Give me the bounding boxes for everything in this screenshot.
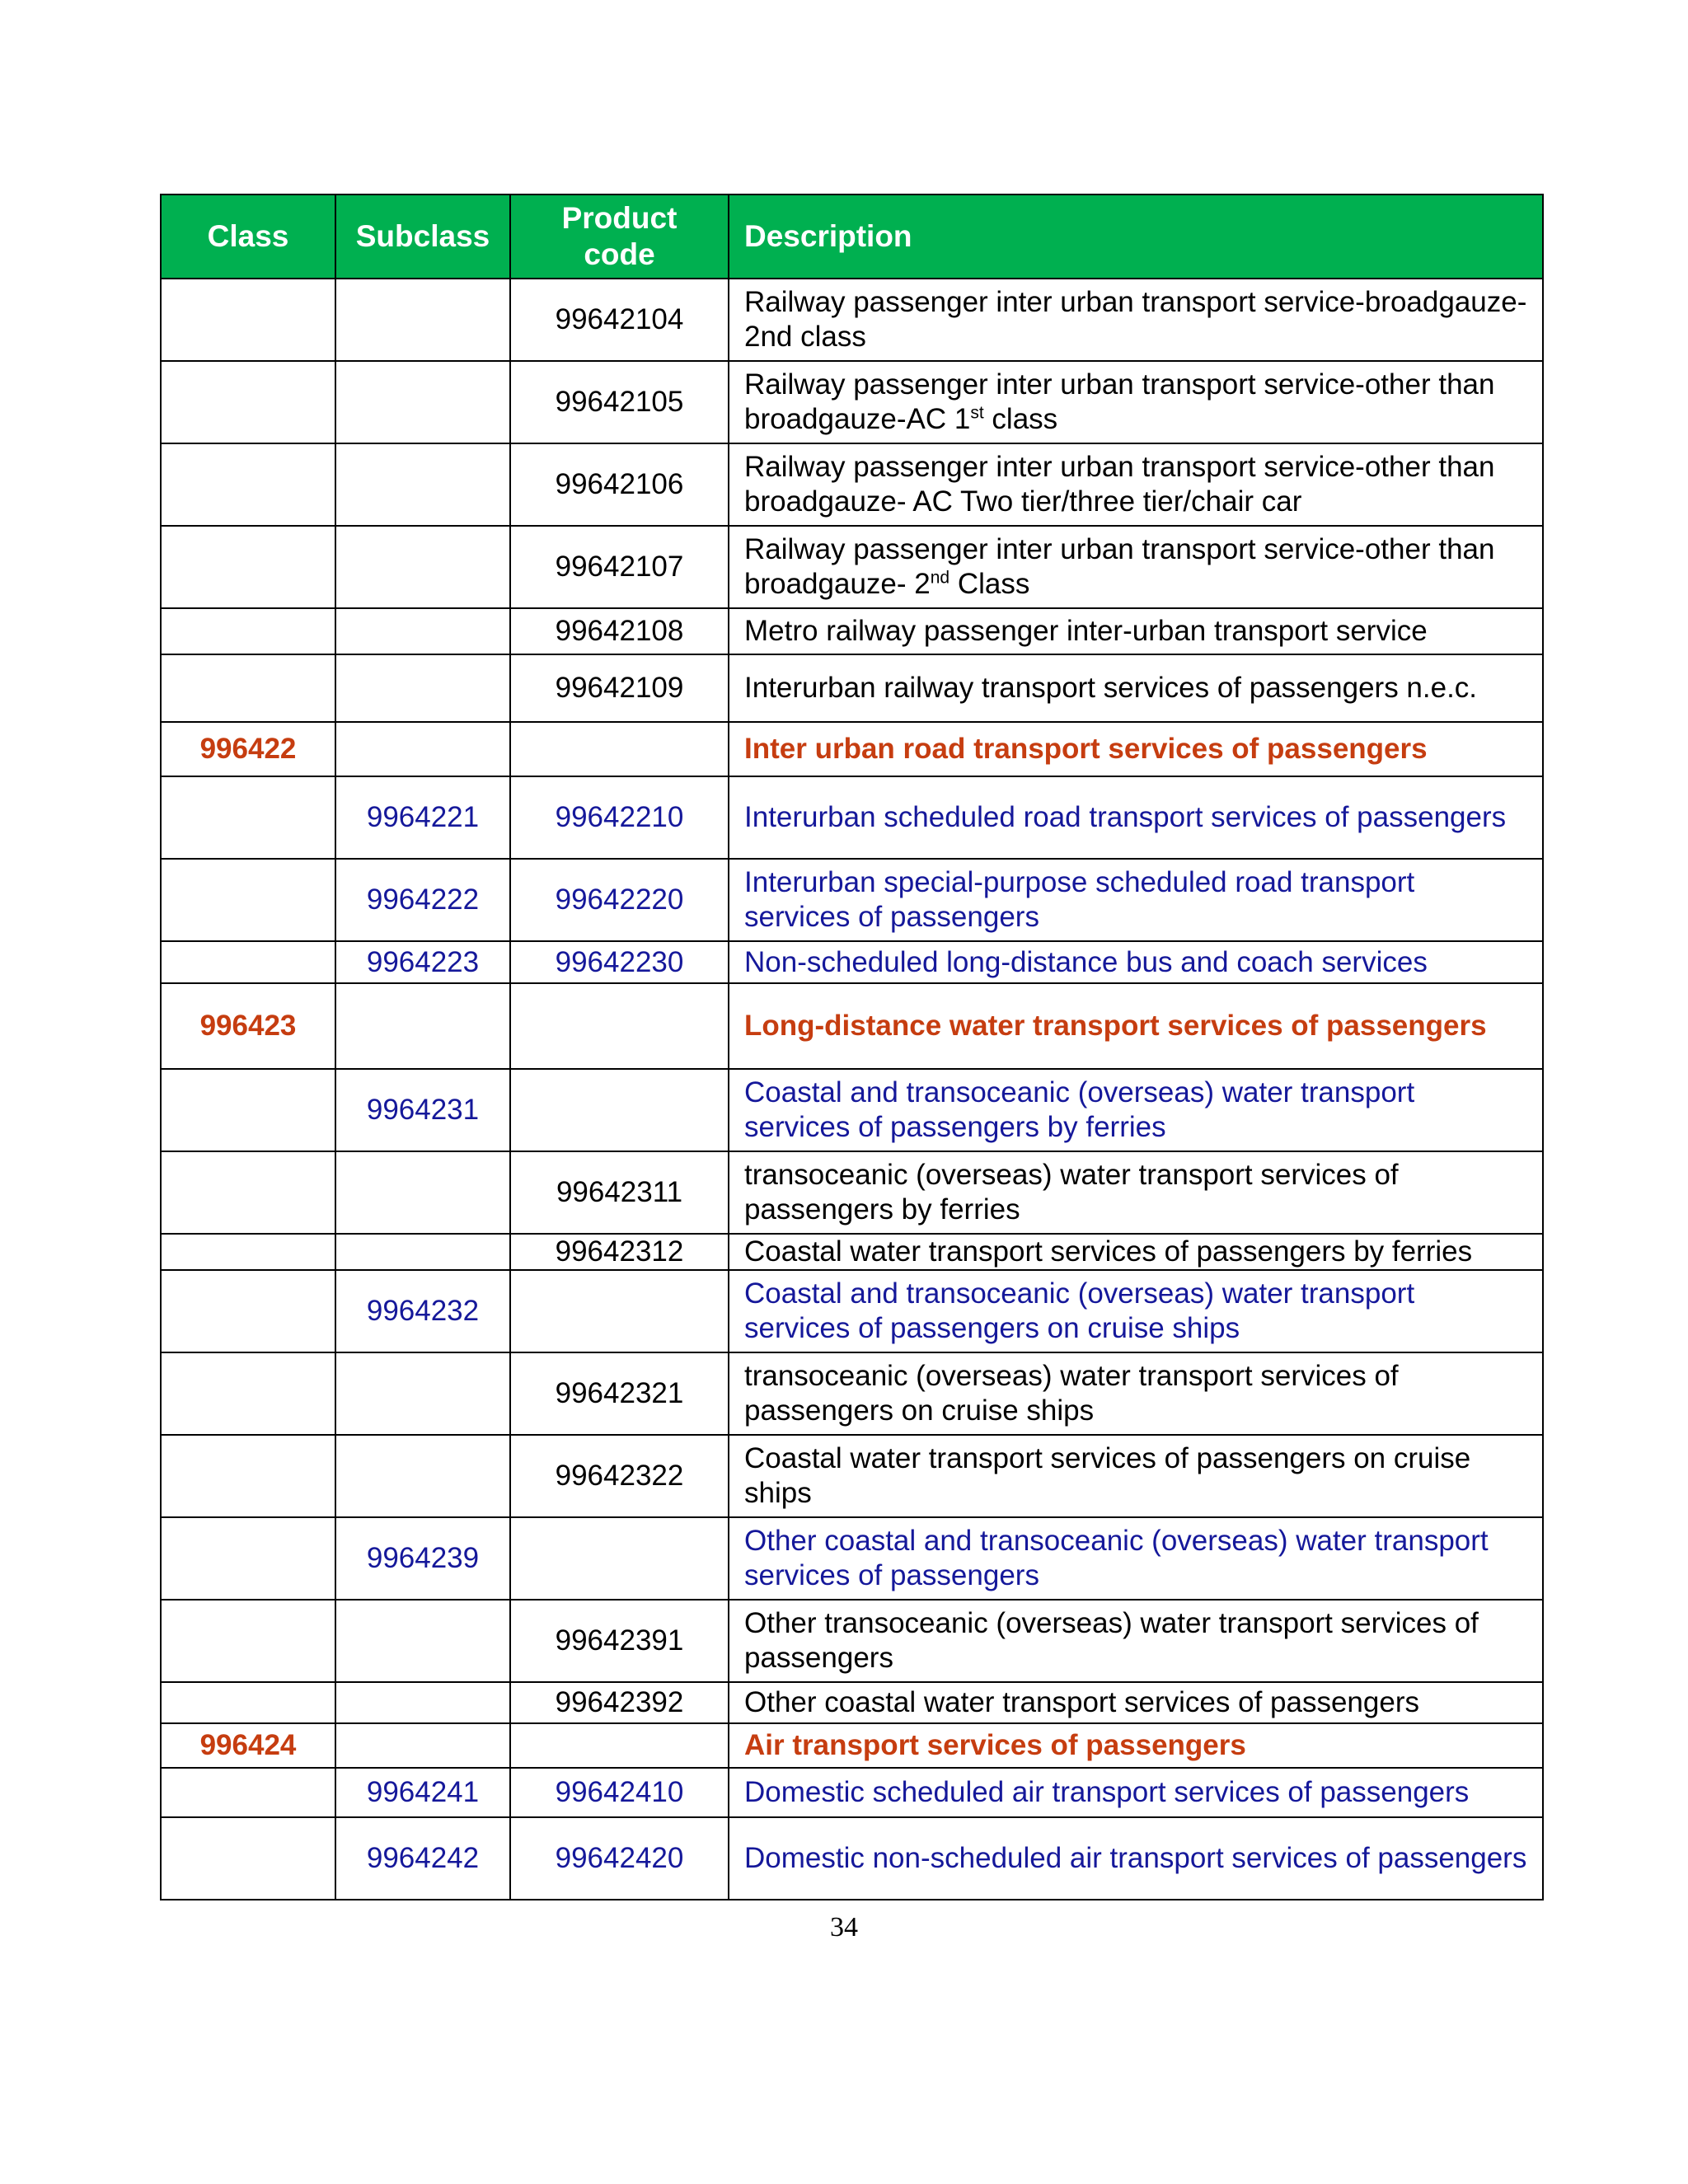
description-text: Railway passenger inter urban transport service-other than broadgauze-AC 1 bbox=[744, 368, 1495, 435]
table-row bbox=[161, 1817, 1543, 1900]
class-cell bbox=[161, 1435, 335, 1517]
table-row bbox=[161, 1234, 1543, 1270]
product-code-cell: 99642392 bbox=[510, 1682, 729, 1723]
subclass-cell bbox=[335, 279, 510, 361]
table-row bbox=[161, 1069, 1543, 1151]
table-row bbox=[161, 1517, 1543, 1600]
product-code-cell: 99642106 bbox=[510, 443, 729, 526]
product-code-cell: 99642108 bbox=[510, 608, 729, 654]
table-row bbox=[161, 983, 1543, 1069]
description-cell bbox=[729, 722, 1543, 776]
class-cell bbox=[161, 776, 335, 859]
subclass-cell: 9964241 bbox=[335, 1768, 510, 1817]
subclass-cell bbox=[335, 722, 510, 776]
description-cell bbox=[729, 1682, 1543, 1723]
subclass-cell bbox=[335, 608, 510, 654]
header-row bbox=[161, 194, 1543, 279]
description-cell bbox=[729, 1234, 1543, 1270]
description-cell bbox=[729, 1435, 1543, 1517]
product-code-cell: 99642230 bbox=[510, 941, 729, 983]
header-description: Description bbox=[729, 194, 1543, 279]
description-text-after: class bbox=[983, 403, 1058, 435]
description-text: Air transport services of passengers bbox=[744, 1729, 1246, 1761]
class-cell bbox=[161, 1600, 335, 1682]
table-row bbox=[161, 1600, 1543, 1682]
description-text: Coastal water transport services of passengers on cruise ships bbox=[744, 1442, 1471, 1509]
class-cell: 996423 bbox=[161, 983, 335, 1069]
class-cell bbox=[161, 1151, 335, 1234]
description-cell bbox=[729, 859, 1543, 941]
description-cell bbox=[729, 654, 1543, 722]
subclass-cell: 9964221 bbox=[335, 776, 510, 859]
class-cell bbox=[161, 1682, 335, 1723]
product-code-cell: 99642322 bbox=[510, 1435, 729, 1517]
description-cell bbox=[729, 1151, 1543, 1234]
table-row bbox=[161, 361, 1543, 443]
description-text: Interurban special-purpose scheduled road transport services of passengers bbox=[744, 866, 1415, 933]
description-text: Coastal and transoceanic (overseas) water transport services of passengers on cruise ships bbox=[744, 1277, 1415, 1344]
table-row bbox=[161, 1435, 1543, 1517]
subclass-cell bbox=[335, 1234, 510, 1270]
description-cell bbox=[729, 1768, 1543, 1817]
subclass-cell: 9964231 bbox=[335, 1069, 510, 1151]
description-text-after: Class bbox=[950, 568, 1030, 600]
product-code-cell bbox=[510, 983, 729, 1069]
table-body bbox=[161, 279, 1543, 1900]
table-row bbox=[161, 526, 1543, 608]
class-cell bbox=[161, 1817, 335, 1900]
header-class: Class bbox=[161, 194, 335, 279]
classification-table bbox=[160, 194, 1544, 1900]
table-row bbox=[161, 279, 1543, 361]
table-row bbox=[161, 608, 1543, 654]
description-text: Coastal water transport services of passengers by ferries bbox=[744, 1235, 1473, 1268]
description-cell bbox=[729, 776, 1543, 859]
description-cell bbox=[729, 361, 1543, 443]
table-row bbox=[161, 443, 1543, 526]
class-cell: 996422 bbox=[161, 722, 335, 776]
product-code-cell: 99642220 bbox=[510, 859, 729, 941]
description-cell bbox=[729, 1069, 1543, 1151]
subclass-cell bbox=[335, 1682, 510, 1723]
table-row bbox=[161, 1352, 1543, 1435]
description-cell bbox=[729, 608, 1543, 654]
product-code-cell: 99642210 bbox=[510, 776, 729, 859]
class-cell bbox=[161, 941, 335, 983]
description-cell bbox=[729, 1817, 1543, 1900]
description-text: Non-scheduled long-distance bus and coach services bbox=[744, 945, 1428, 978]
product-code-cell: 99642311 bbox=[510, 1151, 729, 1234]
description-text: Long-distance water transport services of passengers bbox=[744, 1010, 1487, 1042]
table-row bbox=[161, 722, 1543, 776]
description-superscript: nd bbox=[930, 568, 950, 588]
table-row bbox=[161, 1270, 1543, 1352]
subclass-cell bbox=[335, 983, 510, 1069]
header-subclass: Subclass bbox=[335, 194, 510, 279]
subclass-cell: 9964242 bbox=[335, 1817, 510, 1900]
table-row bbox=[161, 1723, 1543, 1768]
subclass-cell: 9964223 bbox=[335, 941, 510, 983]
product-code-cell: 99642104 bbox=[510, 279, 729, 361]
product-code-cell: 99642105 bbox=[510, 361, 729, 443]
description-cell bbox=[729, 1517, 1543, 1600]
description-text: Other transoceanic (overseas) water transport services of passengers bbox=[744, 1607, 1479, 1674]
table-row bbox=[161, 776, 1543, 859]
subclass-cell bbox=[335, 1723, 510, 1768]
table-row bbox=[161, 1768, 1543, 1817]
header-product-code: Product code bbox=[510, 194, 729, 279]
description-text: Railway passenger inter urban transport service-broadgauze-2nd class bbox=[744, 286, 1527, 353]
class-cell bbox=[161, 361, 335, 443]
table-row bbox=[161, 1682, 1543, 1723]
class-cell bbox=[161, 279, 335, 361]
class-cell: 996424 bbox=[161, 1723, 335, 1768]
table-row bbox=[161, 859, 1543, 941]
table-row bbox=[161, 1151, 1543, 1234]
product-code-cell: 99642109 bbox=[510, 654, 729, 722]
class-cell bbox=[161, 443, 335, 526]
description-text: Coastal and transoceanic (overseas) water transport services of passengers by ferries bbox=[744, 1076, 1415, 1143]
product-code-cell: 99642321 bbox=[510, 1352, 729, 1435]
product-code-cell bbox=[510, 1517, 729, 1600]
product-code-cell bbox=[510, 1723, 729, 1768]
description-text: Interurban railway transport services of passengers n.e.c. bbox=[744, 672, 1478, 704]
subclass-cell: 9964232 bbox=[335, 1270, 510, 1352]
description-text: transoceanic (overseas) water transport services of passengers on cruise ships bbox=[744, 1360, 1399, 1427]
subclass-cell: 9964239 bbox=[335, 1517, 510, 1600]
class-cell bbox=[161, 1069, 335, 1151]
class-cell bbox=[161, 1352, 335, 1435]
subclass-cell bbox=[335, 443, 510, 526]
product-code-cell bbox=[510, 1270, 729, 1352]
description-cell bbox=[729, 1600, 1543, 1682]
table-row bbox=[161, 654, 1543, 722]
subclass-cell bbox=[335, 1151, 510, 1234]
class-cell bbox=[161, 654, 335, 722]
class-cell bbox=[161, 608, 335, 654]
subclass-cell bbox=[335, 654, 510, 722]
class-cell bbox=[161, 859, 335, 941]
subclass-cell bbox=[335, 1435, 510, 1517]
description-text: Railway passenger inter urban transport service-other than broadgauze- 2 bbox=[744, 533, 1495, 600]
product-code-cell bbox=[510, 1069, 729, 1151]
description-text: Domestic non-scheduled air transport services of passengers bbox=[744, 1842, 1527, 1874]
description-cell bbox=[729, 443, 1543, 526]
subclass-cell bbox=[335, 361, 510, 443]
product-code-cell: 99642107 bbox=[510, 526, 729, 608]
product-code-cell bbox=[510, 722, 729, 776]
description-text: transoceanic (overseas) water transport services of passengers by ferries bbox=[744, 1159, 1399, 1226]
product-code-cell: 99642312 bbox=[510, 1234, 729, 1270]
product-code-cell: 99642410 bbox=[510, 1768, 729, 1817]
class-cell bbox=[161, 526, 335, 608]
description-superscript: st bbox=[970, 403, 984, 423]
description-text: Interurban scheduled road transport services of passengers bbox=[744, 801, 1507, 833]
description-text: Railway passenger inter urban transport service-other than broadgauze- AC Two tier/three tier/chair car bbox=[744, 451, 1495, 518]
description-text: Domestic scheduled air transport services of passengers bbox=[744, 1776, 1470, 1808]
class-cell bbox=[161, 1517, 335, 1600]
class-cell bbox=[161, 1234, 335, 1270]
subclass-cell: 9964222 bbox=[335, 859, 510, 941]
subclass-cell bbox=[335, 526, 510, 608]
description-cell bbox=[729, 1352, 1543, 1435]
class-cell bbox=[161, 1270, 335, 1352]
class-cell bbox=[161, 1768, 335, 1817]
description-text: Inter urban road transport services of passengers bbox=[744, 733, 1428, 765]
description-cell bbox=[729, 279, 1543, 361]
description-text: Metro railway passenger inter-urban transport service bbox=[744, 615, 1428, 647]
description-cell bbox=[729, 983, 1543, 1069]
description-text: Other coastal water transport services of passengers bbox=[744, 1686, 1419, 1718]
description-cell bbox=[729, 1723, 1543, 1768]
product-code-cell: 99642420 bbox=[510, 1817, 729, 1900]
description-cell bbox=[729, 941, 1543, 983]
description-text: Other coastal and transoceanic (overseas) water transport services of passengers bbox=[744, 1525, 1489, 1591]
table-row bbox=[161, 941, 1543, 983]
description-cell bbox=[729, 526, 1543, 608]
subclass-cell bbox=[335, 1600, 510, 1682]
subclass-cell bbox=[335, 1352, 510, 1435]
product-code-cell: 99642391 bbox=[510, 1600, 729, 1682]
description-cell bbox=[729, 1270, 1543, 1352]
page-number: 34 bbox=[830, 1912, 858, 1943]
